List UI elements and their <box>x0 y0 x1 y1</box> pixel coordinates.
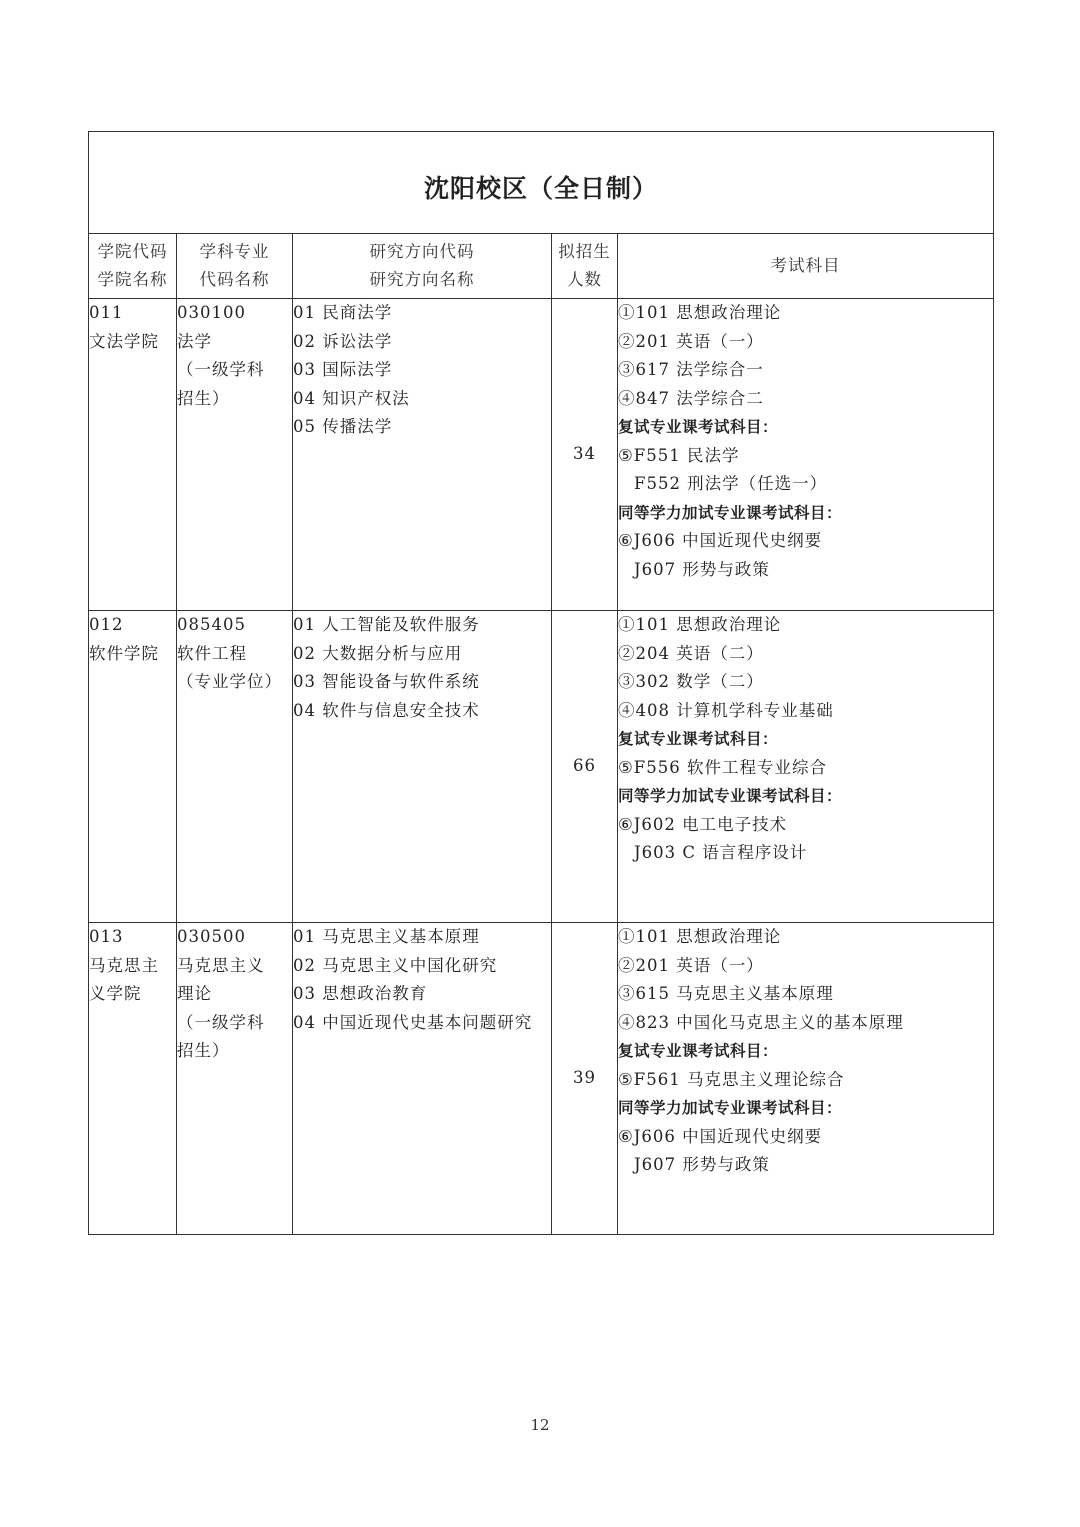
header-exam: 考试科目 <box>618 234 994 299</box>
enroll-cell: 34 <box>552 299 618 611</box>
retest-label: 复试专业课考试科目： <box>618 730 779 748</box>
table-title: 沈阳校区（全日制） <box>424 173 659 203</box>
college-cell: 012 软件学院 <box>89 611 177 923</box>
header-college: 学院代码 学院名称 <box>89 234 177 299</box>
retest-label: 复试专业课考试科目： <box>618 418 779 436</box>
header-major: 学科专业 代码名称 <box>177 234 293 299</box>
page-number: 12 <box>530 1416 550 1434</box>
major-cell: 030100 法学 （一级学科 招生） <box>177 299 293 611</box>
college-cell: 011 文法学院 <box>89 299 177 611</box>
table-title-cell <box>89 132 994 234</box>
admissions-table <box>88 131 994 1235</box>
direction-cell: 01 马克思主义基本原理 02 马克思主义中国化研究 03 思想政治教育 04 中国近现代史基本问题研究 <box>293 923 552 1235</box>
equiv-label: 同等学力加试专业课考试科目： <box>618 787 843 805</box>
exam-cell: ①101 思想政治理论 ②201 英语（一） ③617 法学综合一 ④847 法学综合二 复试专业课考试科目： ⑤F551 民法学 F552 刑法学（任选一） 同等学力加试专业课考试科目： ⑥J606 中国近现代史纲要 J607 形势与政策 <box>618 299 994 611</box>
table-row <box>89 923 994 1235</box>
exam-cell: ①101 思想政治理论 ②204 英语（二） ③302 数学（二） ④408 计算机学科专业基础 复试专业课考试科目： ⑤F556 软件工程专业综合 同等学力加试专业课考试科目： ⑥J602 电工电子技术 J603 C 语言程序设计 <box>618 611 994 923</box>
direction-cell: 01 民商法学 02 诉讼法学 03 国际法学 04 知识产权法 05 传播法学 <box>293 299 552 611</box>
table-row <box>89 611 994 923</box>
major-cell: 085405 软件工程 （专业学位） <box>177 611 293 923</box>
enroll-cell: 39 <box>552 923 618 1235</box>
header-row <box>89 234 994 299</box>
equiv-label: 同等学力加试专业课考试科目： <box>618 503 843 522</box>
header-direction: 研究方向代码 研究方向名称 <box>293 234 552 299</box>
enroll-cell: 66 <box>552 611 618 923</box>
major-cell: 030500 马克思主义 理论 （一级学科 招生） <box>177 923 293 1235</box>
equiv-label: 同等学力加试专业课考试科目： <box>618 1099 843 1117</box>
header-enroll: 拟招生 人数 <box>552 234 618 299</box>
table-row <box>89 299 994 611</box>
exam-cell: ①101 思想政治理论 ②201 英语（一） ③615 马克思主义基本原理 ④823 中国化马克思主义的基本原理 复试专业课考试科目： ⑤F561 马克思主义理论综合 同等学力加试专业课考试科目： ⑥J606 中国近现代史纲要 J607 形势与政策 <box>618 923 994 1235</box>
college-cell: 013 马克思主 义学院 <box>89 923 177 1235</box>
retest-label: 复试专业课考试科目： <box>618 1042 779 1060</box>
direction-cell: 01 人工智能及软件服务 02 大数据分析与应用 03 智能设备与软件系统 04 软件与信息安全技术 <box>293 611 552 923</box>
